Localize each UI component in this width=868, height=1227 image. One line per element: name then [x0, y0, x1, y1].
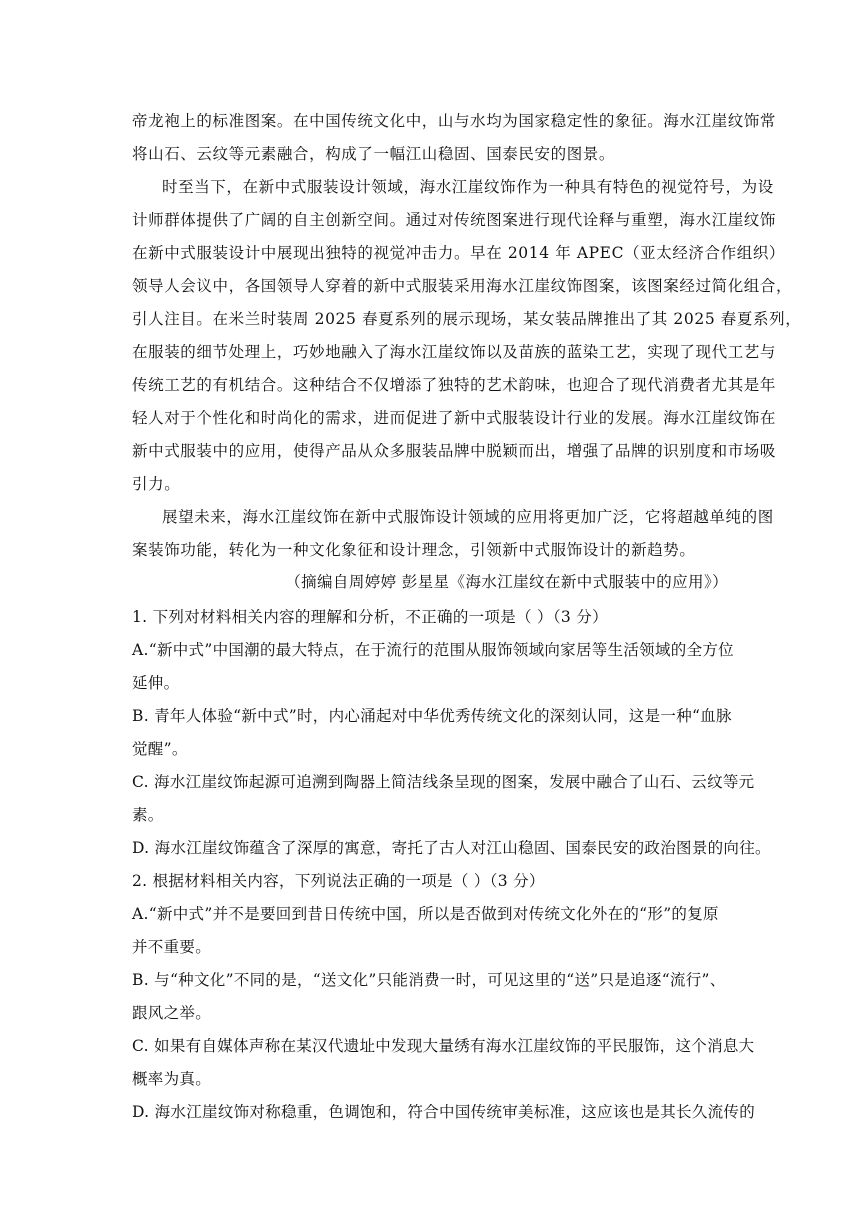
passage-line: 新中式服装中的应用，使得产品从众多服装品牌中脱颖而出，增强了品牌的识别度和市场吸 [132, 442, 777, 460]
passage-line: 引力。 [132, 475, 181, 493]
question-1-option-c: C. 海水江崖纹饰起源可追溯到陶器上简洁线条呈现的图案，发展中融合了山石、云纹等元 [132, 773, 755, 791]
passage-line: 案装饰功能，转化为一种文化象征和设计理念，引领新中式服饰设计的新趋势。 [132, 541, 696, 559]
question-2-option-a-cont: 并不重要。 [132, 938, 212, 956]
question-1-option-c-cont: 素。 [132, 806, 164, 824]
passage-line: 领导人会议中，各国领导人穿着的新中式服装采用海水江崖纹饰图案，该图案经过简化组合， [132, 277, 793, 295]
passage-source: （摘编自周婷婷 彭星星《海水江崖纹在新中式服装中的应用》） [285, 573, 728, 591]
passage-paragraph-start: 展望未来，海水江崖纹饰在新中式服饰设计领域的应用将更加广泛，它将超越单纯的图 [162, 508, 774, 526]
question-1-option-b: B. 青年人体验“新中式”时，内心涌起对中华优秀传统文化的深刻认同，这是一种“血脉 [132, 707, 732, 725]
question-2-option-d: D. 海水江崖纹饰对称稳重，色调饱和，符合中国传统审美标准，这应该也是其长久流传的 [132, 1103, 756, 1121]
passage-line: 在新中式服装设计中展现出独特的视觉冲击力。早在 2014 年 APEC（亚太经济合作组织） [132, 244, 786, 262]
question-1-option-b-cont: 觉醒”。 [132, 740, 188, 758]
passage-line: 轻人对于个性化和时尚化的需求，进而促进了新中式服装设计行业的发展。海水江崖纹饰在 [132, 409, 777, 427]
question-1-option-a: A.“新中式”中国潮的最大特点，在于流行的范围从服饰领域向家居等生活领域的全方位 [132, 641, 734, 659]
passage-paragraph-start: 时至当下，在新中式服装设计领域，海水江崖纹饰作为一种具有特色的视觉符号，为设 [162, 178, 774, 196]
question-1-option-a-cont: 延伸。 [132, 674, 180, 692]
passage-line: 在服装的细节处理上，巧妙地融入了海水江崖纹饰以及苗族的蓝染工艺，实现了现代工艺与 [132, 343, 777, 361]
passage-line: 计师群体提供了广阔的自主创新空间。通过对传统图案进行现代诠释与重塑，海水江崖纹饰 [132, 211, 777, 229]
question-2-option-c-cont: 概率为真。 [132, 1070, 212, 1088]
question-1-stem: 1. 下列对材料相关内容的理解和分析，不正确的一项是（ ）（3 分） [132, 608, 608, 626]
question-2-stem: 2. 根据材料相关内容，下列说法正确的一项是（ ）（3 分） [132, 872, 545, 890]
passage-line: 将山石、云纹等元素融合，构成了一幅江山稳固、国泰民安的图景。 [132, 145, 616, 163]
question-2-option-b: B. 与“种文化”不同的是，“送文化”只能消费一时，可见这里的“送”只是追逐“流行”、 [132, 971, 726, 989]
passage-line: 引人注目。在米兰时装周 2025 春夏系列的展示现场，某女装品牌推出了其 2025 春夏系列， [132, 310, 802, 328]
passage-line: 帝龙袍上的标准图案。在中国传统文化中，山与水均为国家稳定性的象征。海水江崖纹饰常 [132, 112, 777, 130]
question-2-option-b-cont: 跟风之举。 [132, 1004, 212, 1022]
question-1-option-d: D. 海水江崖纹饰蕴含了深厚的寓意，寄托了古人对江山稳固、国泰民安的政治图景的向往。 [132, 839, 771, 857]
passage-line: 传统工艺的有机结合。这种结合不仅增添了独特的艺术韵味，也迎合了现代消费者尤其是年 [132, 376, 777, 394]
question-2-option-a: A.“新中式”并不是要回到昔日传统中国，所以是否做到对传统文化外在的“形”的复原 [132, 905, 719, 923]
question-2-option-c: C. 如果有自媒体声称在某汉代遗址中发现大量绣有海水江崖纹饰的平民服饰，这个消息大 [132, 1037, 755, 1055]
